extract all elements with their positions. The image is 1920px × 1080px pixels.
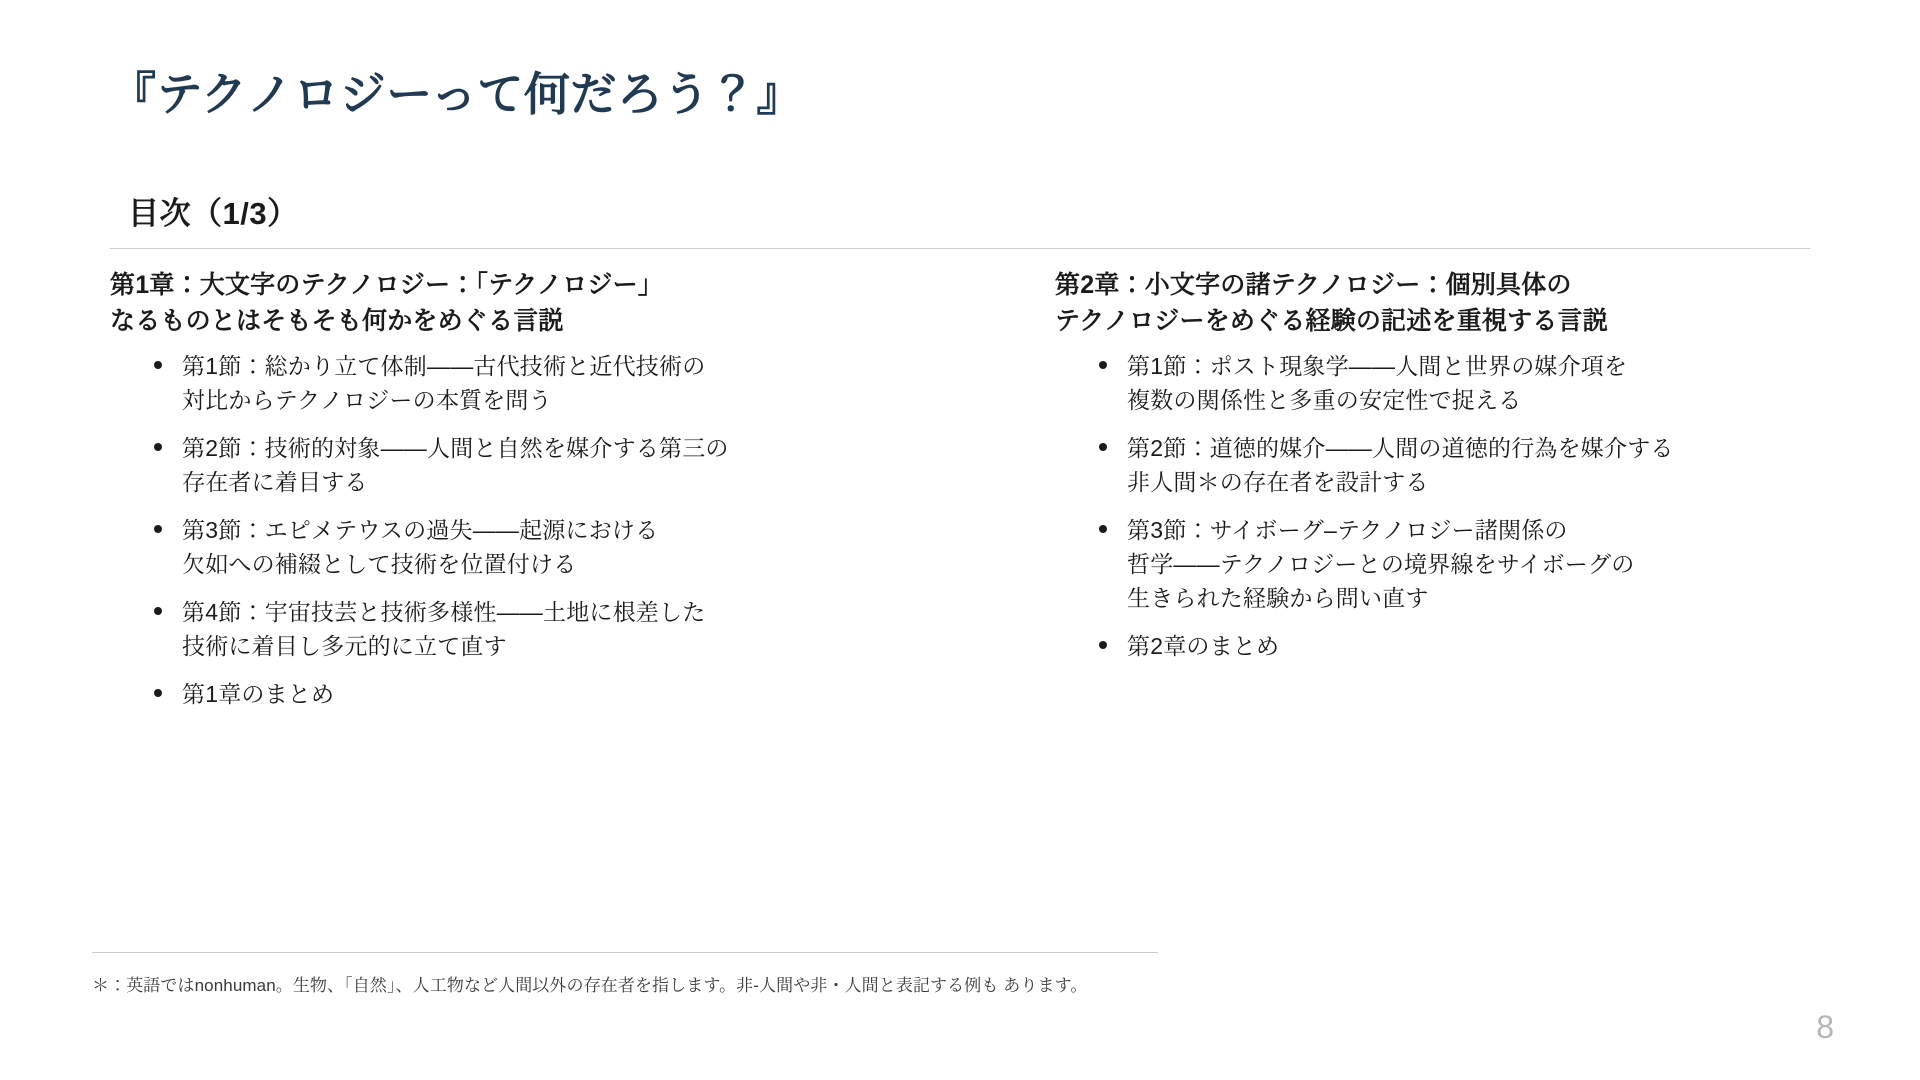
chapter-1-section-list (110, 349, 965, 711)
bullet-icon (1099, 443, 1107, 451)
bullet-icon (154, 607, 162, 615)
list-item (1095, 629, 1820, 663)
footnote-line1: ＊：英語ではnonhuman。生物、「自然」、人工物など人間以外の存在者を指します。非‐人間や非・人間と表記する例も (92, 976, 999, 995)
list-item (1095, 349, 1820, 417)
chapter-1-heading-line2: なるものとはそもそも何かをめぐる言説 (110, 306, 564, 335)
list-item-line1: 第2節：技術的対象——人間と自然を媒介する第三の (182, 435, 729, 462)
chapter-2-heading-line1: 第2章：小文字の諸テクノロジー：個別具体の (1055, 271, 1572, 299)
chapter-2-heading (1055, 268, 1820, 339)
list-item (150, 349, 965, 417)
chapter-1-heading (110, 268, 965, 339)
list-item-line1: 第1節：総かり立て体制——古代技術と近代技術の (182, 353, 706, 379)
list-item (150, 431, 965, 499)
list-item (1095, 513, 1820, 615)
list-item-line1: 第2節：道徳的媒介——人間の道徳的行為を媒介する (1127, 435, 1674, 462)
list-item-line1: 第1章のまとめ (182, 681, 335, 708)
bullet-icon (1099, 361, 1107, 369)
chapter-2-heading-line2: テクノロジーをめぐる経験の記述を重視する言説 (1055, 306, 1608, 335)
list-item-line2: 非人間＊の存在者を設計する (1127, 469, 1429, 496)
bullet-icon (154, 443, 162, 451)
list-item-line2: 複数の関係性と多重の安定性で捉える (1127, 387, 1522, 414)
page-number: 8 (1816, 1009, 1834, 1045)
list-item-line3: 生きられた経験から問い直す (1127, 585, 1429, 612)
list-item-line2: 存在者に着目する (182, 469, 368, 496)
list-item-line2: 欠如への補綴として技術を位置付ける (182, 551, 577, 578)
bullet-icon (1099, 525, 1107, 533)
header-divider (110, 248, 1810, 249)
list-item-line2: 哲学——テクノロジーとの境界線をサイボーグの (1127, 551, 1635, 578)
bullet-icon (154, 361, 162, 369)
footnote-divider (92, 952, 1158, 953)
page-title: 『テクノロジーって何だろう？』 (110, 68, 803, 120)
list-item-line2: 技術に着目し多元的に立て直す (182, 633, 507, 660)
list-item-line1: 第3節：サイボーグ–テクノロジー諸関係の (1127, 517, 1568, 544)
bullet-icon (1099, 641, 1107, 649)
list-item-line1: 第4節：宇宙技芸と技術多様性——土地に根差した (182, 599, 706, 626)
list-item-line1: 第1節：ポスト現象学——人間と世界の媒介項を (1127, 353, 1628, 379)
bullet-icon (154, 525, 162, 533)
list-item-line2: 対比からテクノロジーの本質を問う (182, 387, 552, 414)
list-item-line1: 第3節：エピメテウスの過失——起源における (182, 517, 659, 544)
bullet-icon (154, 689, 162, 697)
chapter-column-1 (110, 268, 965, 725)
table-of-contents (110, 268, 1820, 725)
slide-subtitle: 目次（1/3） (128, 196, 299, 231)
chapter-1-heading-line1: 第1章：大文字のテクノロジー：「テクノロジー」 (110, 271, 664, 299)
list-item-line1: 第2章のまとめ (1127, 633, 1280, 660)
list-item (150, 513, 965, 581)
list-item (150, 677, 965, 711)
chapter-2-section-list (1055, 349, 1820, 663)
footnote-line2: あります。 (1003, 976, 1088, 995)
chapter-column-2 (965, 268, 1820, 725)
list-item (1095, 431, 1820, 499)
footnote (92, 972, 1212, 999)
list-item (150, 595, 965, 663)
